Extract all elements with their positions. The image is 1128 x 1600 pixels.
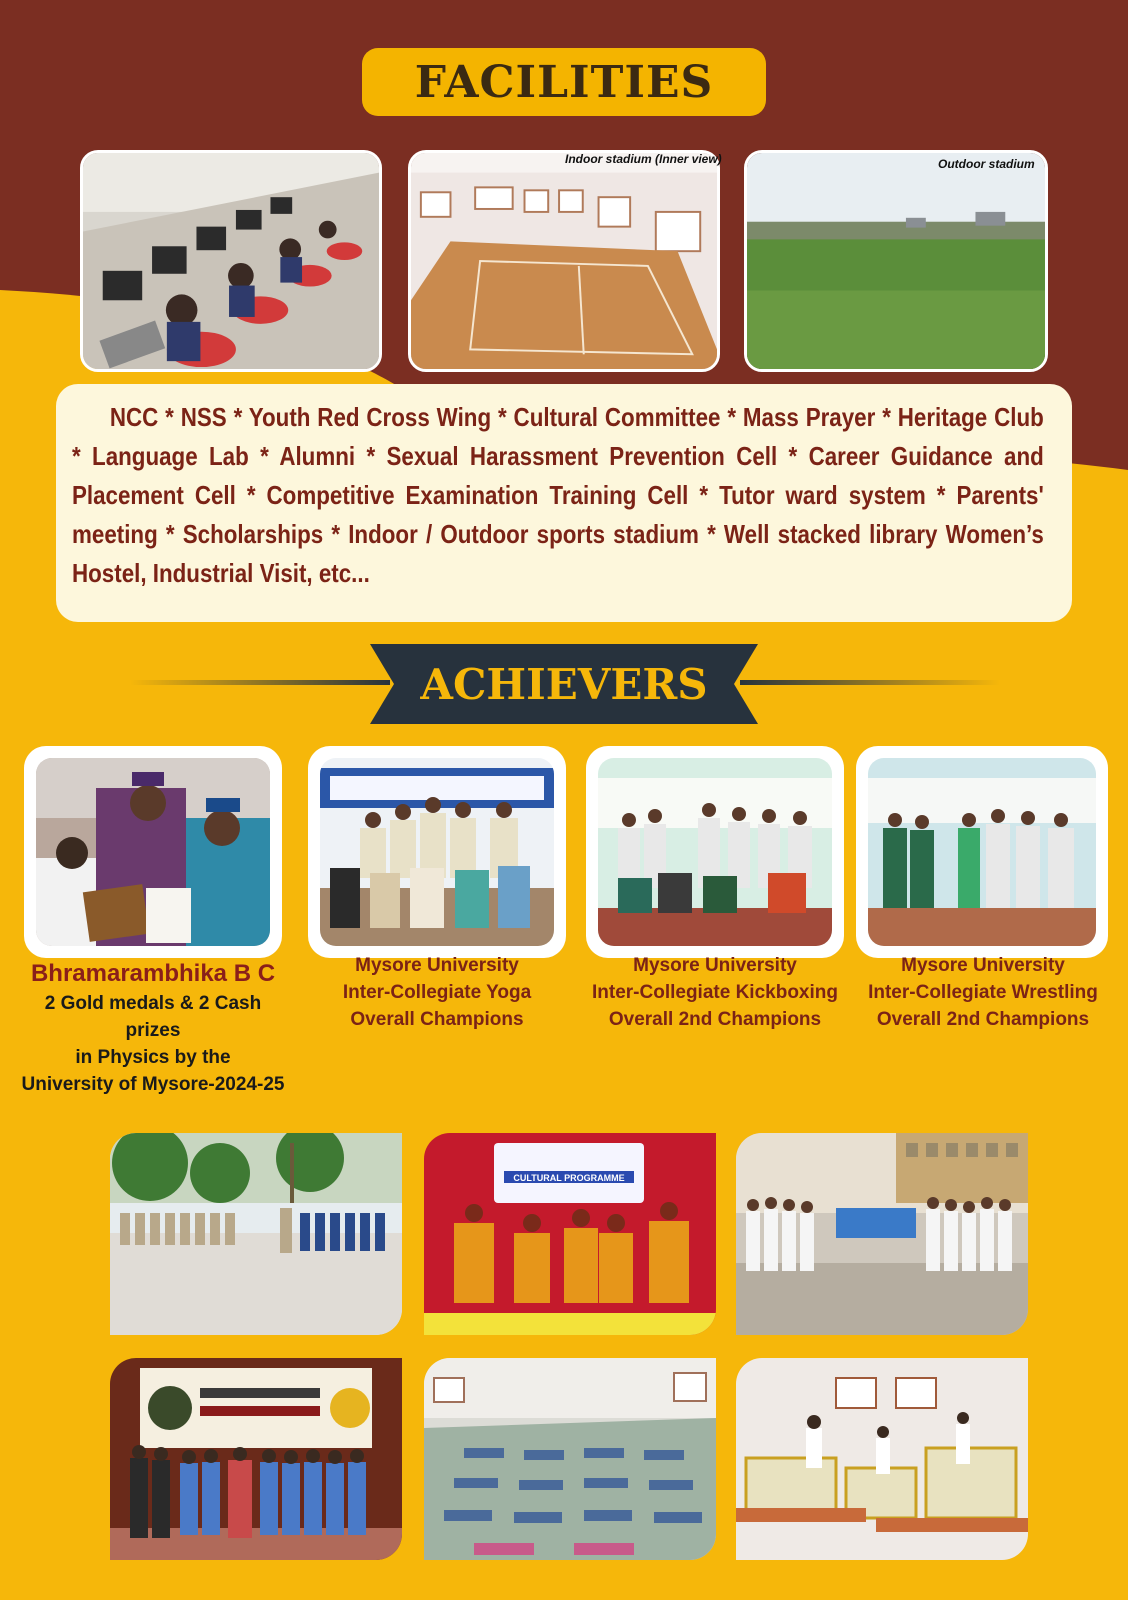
achiever-line: Overall 2nd Champions xyxy=(876,1009,1090,1030)
outdoor-stadium-photo xyxy=(744,150,1048,372)
achiever-line: Mysore University xyxy=(633,955,797,976)
achiever-line: Mysore University xyxy=(355,955,519,976)
cultural-programme-banner: CULTURAL PROGRAMME xyxy=(513,1173,625,1183)
activities-box xyxy=(56,384,1072,622)
facilities-title: FACILITIES xyxy=(414,56,714,108)
computer-lab-photo xyxy=(80,150,382,372)
outdoor-stadium-caption: Outdoor stadium xyxy=(938,157,1035,171)
achiever-name: Bhramarambhika B C xyxy=(30,960,276,987)
science-lab-photo xyxy=(736,1358,1028,1560)
achiever-line: Inter-Collegiate Kickboxing xyxy=(592,982,838,1003)
achiever-caption-3 xyxy=(578,952,852,1033)
activities-text: NCC * NSS * Youth Red Cross Wing * Cultural Committee * Mass Prayer * Heritage Club * Language Lab * Alumni * Sexual Harassment Prevention Cell * Career Guidance and Placement Cell * Competitive Examination Training Cell * Tutor ward system * Parents' meeting * Scholarships * Indoor / Outdoor sports stadium * Well stacked library Women’s Hostel, Industrial Visit, etc... xyxy=(72,402,1044,588)
cultural-programme-photo xyxy=(424,1133,716,1335)
scouts-guides-photo xyxy=(110,1358,402,1560)
yoga-session-photo xyxy=(424,1358,716,1560)
achiever-caption-4 xyxy=(846,952,1120,1033)
achiever-line: University of Mysore-2024-25 xyxy=(21,1074,285,1095)
indoor-stadium-photo xyxy=(408,150,720,372)
ncc-parade-photo xyxy=(110,1133,402,1335)
wrestling-team-photo-card xyxy=(856,746,1108,958)
achiever-line: in Physics by the xyxy=(75,1047,231,1068)
indoor-stadium-caption: Indoor stadium (Inner view) xyxy=(565,152,722,166)
achiever-line: Overall Champions xyxy=(350,1009,524,1030)
achiever-caption-1 xyxy=(20,958,286,1098)
achiever-line: Overall 2nd Champions xyxy=(608,1009,822,1030)
achiever-caption-2 xyxy=(300,952,574,1033)
kickboxing-team-photo-card xyxy=(586,746,844,958)
yoga-team-photo-card xyxy=(308,746,566,958)
achiever-line: Inter-Collegiate Wrestling xyxy=(868,982,1098,1003)
facilities-heading xyxy=(362,48,766,116)
achievers-title: ACHIEVERS xyxy=(420,660,708,709)
achiever-photo-card xyxy=(24,746,282,958)
awareness-rally-photo xyxy=(736,1133,1028,1335)
achiever-line: Mysore University xyxy=(901,955,1065,976)
achiever-line: Inter-Collegiate Yoga xyxy=(342,982,532,1003)
achiever-line: 2 Gold medals & 2 Cash prizes xyxy=(44,993,262,1041)
